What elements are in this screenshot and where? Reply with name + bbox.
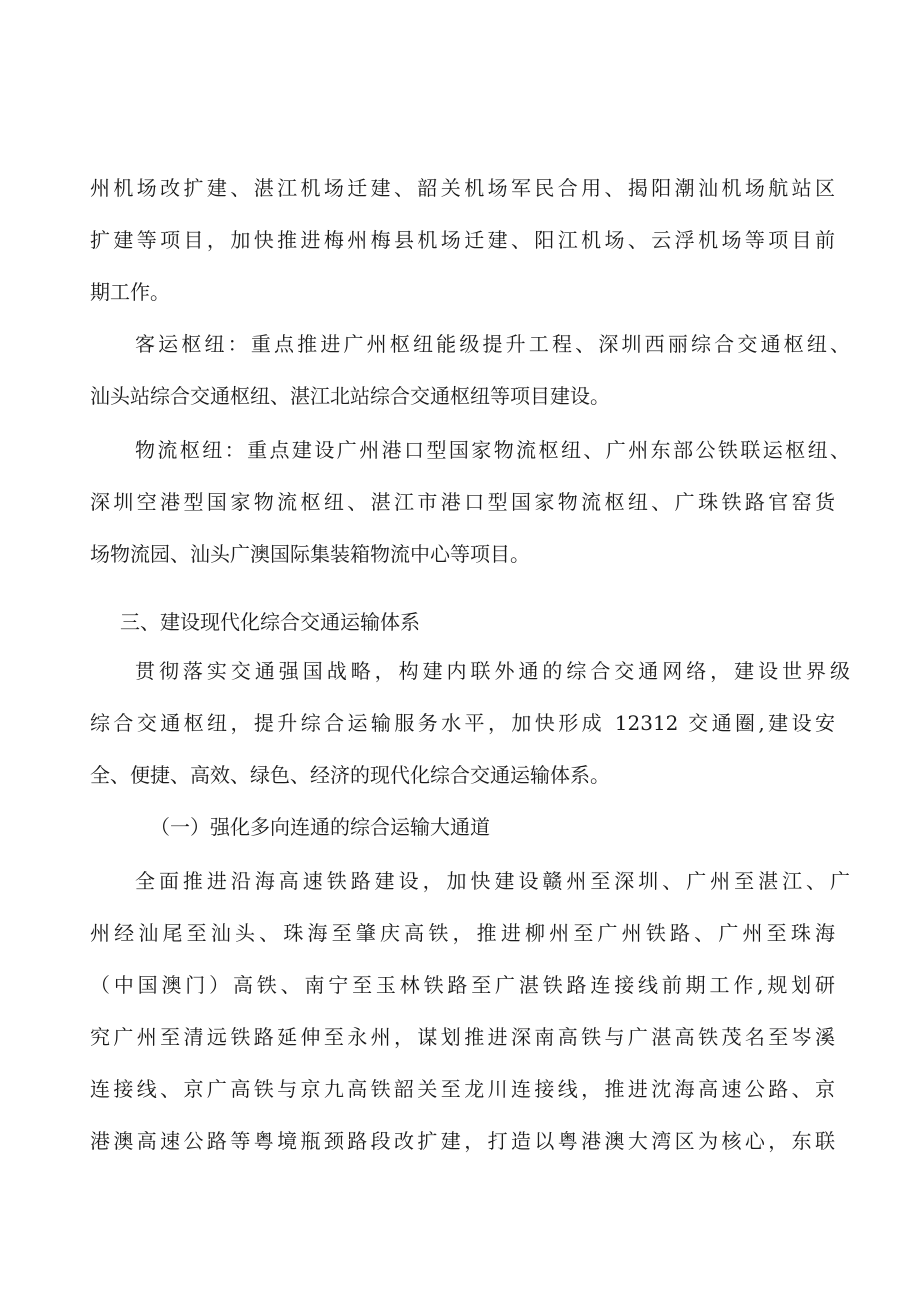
paragraph-passenger-hub: 客运枢纽：重点推进广州枢纽能级提升工程、深圳西丽综合交通枢纽、	[135, 332, 850, 356]
text-line: 州机场改扩建、湛江机场迁建、韶关机场军民合用、揭阳潮汕机场航站区	[90, 176, 835, 200]
text-line: （中国澳门）高铁、南宁至玉林铁路至广湛铁路连接线前期工作,规划研	[90, 973, 835, 997]
paragraph-logistics-hub: 物流枢纽：重点建设广州港口型国家物流枢纽、广州东部公铁联运枢纽、	[135, 438, 850, 462]
text-line: 场物流园、汕头广澳国际集装箱物流中心等项目。	[90, 542, 530, 566]
subsection-heading: （一）强化多向连通的综合运输大通道	[150, 815, 490, 839]
text-line: 连接线、京广高铁与京九高铁韶关至龙川连接线，推进沈海高速公路、京	[90, 1077, 835, 1101]
text-line: 汕头站综合交通枢纽、湛江北站综合交通枢纽等项目建设。	[90, 384, 610, 408]
text-line: 州经汕尾至汕头、珠海至肇庆高铁，推进柳州至广州铁路、广州至珠海	[90, 921, 835, 945]
text-line: 深圳空港型国家物流枢纽、湛江市港口型国家物流枢纽、广珠铁路官窑货	[90, 490, 835, 514]
text-line: 港澳高速公路等粤境瓶颈路段改扩建，打造以粤港澳大湾区为核心，东联	[90, 1129, 835, 1153]
text-line: 综合交通枢纽，提升综合运输服务水平，加快形成 12312 交通圈,建设安	[90, 711, 835, 735]
paragraph-corridor: 全面推进沿海高速铁路建设，加快建设赣州至深圳、广州至湛江、广	[135, 869, 850, 893]
text-line: 究广州至清远铁路延伸至永州，谋划推进深南高铁与广湛高铁茂名至岑溪	[90, 1025, 835, 1049]
text-line: 扩建等项目，加快推进梅州梅县机场迁建、阳江机场、云浮机场等项目前	[90, 228, 835, 252]
text-line: 全、便捷、高效、绿色、经济的现代化综合交通运输体系。	[90, 763, 610, 787]
paragraph-intro: 贯彻落实交通强国战略，构建内联外通的综合交通网络，建设世界级	[135, 659, 850, 683]
text-line: 期工作。	[90, 280, 170, 304]
section-heading: 三、建设现代化综合交通运输体系	[120, 610, 420, 634]
